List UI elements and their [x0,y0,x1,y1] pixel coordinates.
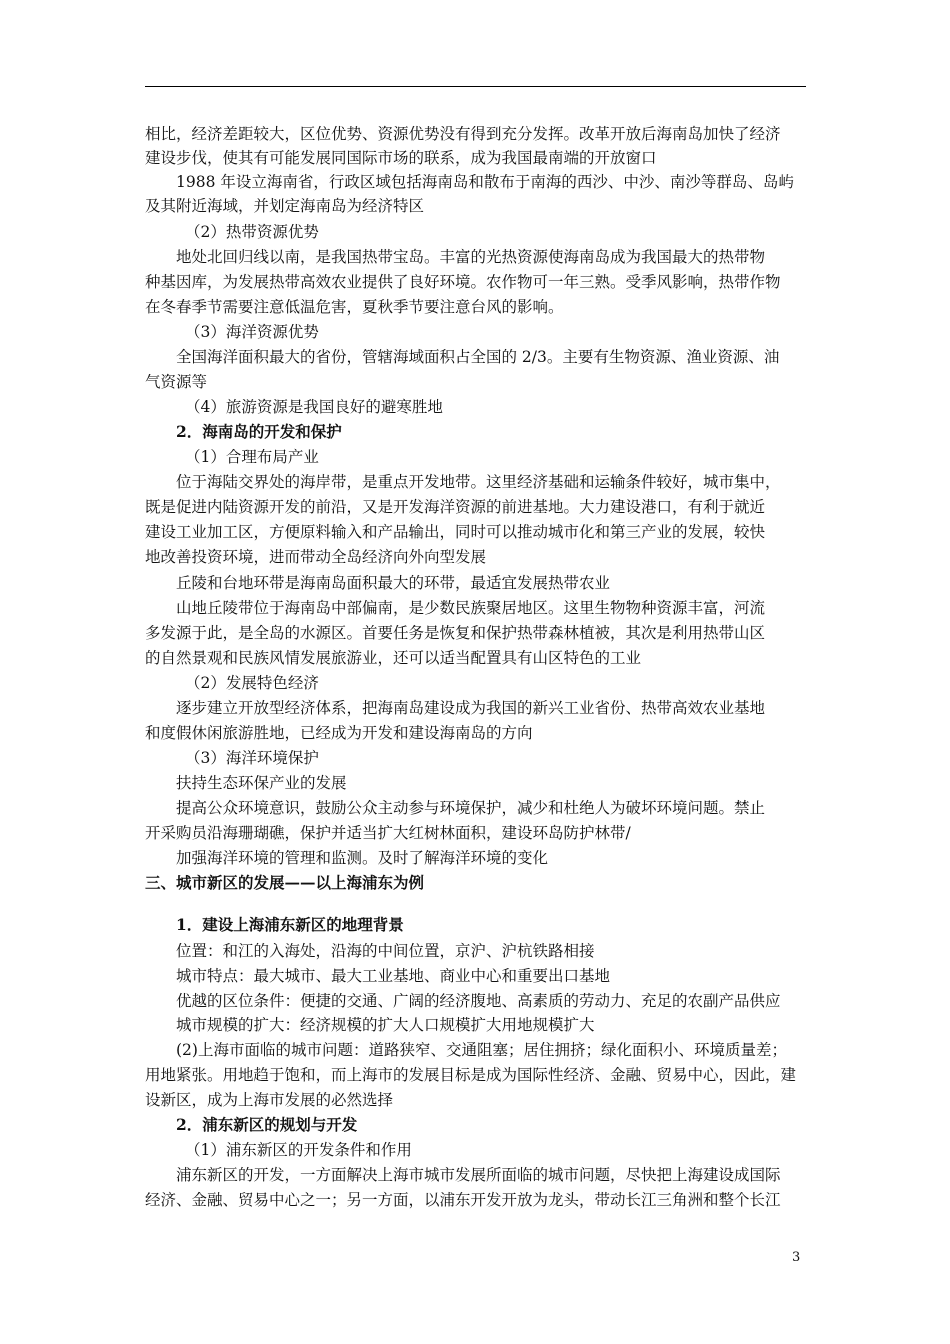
text-line: （1）浦东新区的开发条件和作用 [185,1141,412,1159]
text-line: 浦东新区的开发，一方面解决上海市城市发展所面临的城市问题，尽快把上海建设成国际 [176,1166,781,1184]
text-line: 地改善投资环境，进而带动全岛经济向外向型发展 [145,548,487,566]
text-line: 既是促进内陆资源开发的前沿，又是开发海洋资源的前进基地。大力建设港口，有利于就近 [145,498,766,516]
text-line: 城市特点：最大城市、最大工业基地、商业中心和重要出口基地 [176,967,611,985]
text-line: 相比，经济差距较大，区位优势、资源优势没有得到充分发挥。改革开放后海南岛加快了经济 [145,125,781,143]
text-line: 的自然景观和民族风情发展旅游业，还可以适当配置具有山区特色的工业 [145,649,642,667]
section-heading: 三、城市新区的发展——以上海浦东为例 [145,873,425,892]
page-number: 3 [792,1250,801,1265]
text-line: 丘陵和台地环带是海南岛面积最大的环带，最适宜发展热带农业 [176,574,611,592]
text-line: 逐步建立开放型经济体系，把海南岛建设成为我国的新兴工业省份、热带高效农业基地 [176,699,766,717]
text-line: 设新区，成为上海市发展的必然选择 [145,1091,394,1109]
text-line: 建设工业加工区，方便原料输入和产品输出，同时可以推动城市化和第三产业的发展，较快 [145,523,766,541]
text-line: 用地紧张。用地趋于饱和，而上海市的发展目标是成为国际性经济、金融、贸易中心，因此，建 [145,1066,797,1084]
section-heading: 1．建设上海浦东新区的地理背景 [176,915,404,934]
text-line: 种基因库，为发展热带高效农业提供了良好环境。农作物可一年三熟。受季风影响，热带作物 [145,273,781,291]
text-line: 及其附近海域，并划定海南岛为经济特区 [145,197,425,215]
text-line: 加强海洋环境的管理和监测。及时了解海洋环境的变化 [176,849,549,867]
text-line: （3）海洋资源优势 [185,323,319,341]
text-line: 位于海陆交界处的海岸带，是重点开发地带。这里经济基础和运输条件较好，城市集中， [176,473,781,491]
text-line: 扶持生态环保产业的发展 [176,774,347,792]
text-line: 提高公众环境意识，鼓励公众主动参与环境保护，减少和杜绝人为破坏环境问题。禁止 [176,799,766,817]
text-line: 气资源等 [145,373,208,391]
text-line: 经济、金融、贸易中心之一；另一方面，以浦东开发开放为龙头，带动长江三角洲和整个长江 [145,1191,781,1209]
text-line: 优越的区位条件：便捷的交通、广阔的经济腹地、高素质的劳动力、充足的农副产品供应 [176,992,781,1010]
text-line: 在冬春季节需要注意低温危害，夏秋季节要注意台风的影响。 [145,298,564,316]
header-rule [145,86,806,87]
text-line: 和度假休闲旅游胜地，已经成为开发和建设海南岛的方向 [145,724,533,742]
text-line: （2）热带资源优势 [185,223,319,241]
text-line: 位置：和江的入海处，沿海的中间位置，京沪、沪杭铁路相接 [176,942,595,960]
text-line: （2）发展特色经济 [185,674,319,692]
section-heading: 2．浦东新区的规划与开发 [176,1115,358,1134]
text-line: 全国海洋面积最大的省份，管辖海域面积占全国的 2/3。主要有生物资源、渔业资源、油 [176,348,780,366]
text-line: 城市规模的扩大：经济规模的扩大人口规模扩大用地规模扩大 [176,1016,595,1034]
text-line: 多发源于此，是全岛的水源区。首要任务是恢复和保护热带森林植被，其次是利用热带山区 [145,624,766,642]
text-line: (2)上海市面临的城市问题：道路狭窄、交通阻塞；居住拥挤；绿化面积小、环境质量差； [176,1041,787,1059]
text-line: 1988 年设立海南省，行政区域包括海南岛和散布于南海的西沙、中沙、南沙等群岛、岛屿 [176,173,794,191]
text-line: 山地丘陵带位于海南岛中部偏南，是少数民族聚居地区。这里生物物种资源丰富，河流 [176,599,766,617]
text-line: （4）旅游资源是我国良好的避寒胜地 [185,398,443,416]
text-line: 建设步伐，使其有可能发展同国际市场的联系，成为我国最南端的开放窗口 [145,149,657,167]
text-line: 开采购员沿海珊瑚礁，保护并适当扩大红树林面积，建设环岛防护林带/ [145,824,631,842]
section-heading: 2．海南岛的开发和保护 [176,422,342,441]
text-line: （3）海洋环境保护 [185,749,319,767]
text-line: （1）合理布局产业 [185,448,319,466]
text-line: 地处北回归线以南，是我国热带宝岛。丰富的光热资源使海南岛成为我国最大的热带物 [176,248,766,266]
